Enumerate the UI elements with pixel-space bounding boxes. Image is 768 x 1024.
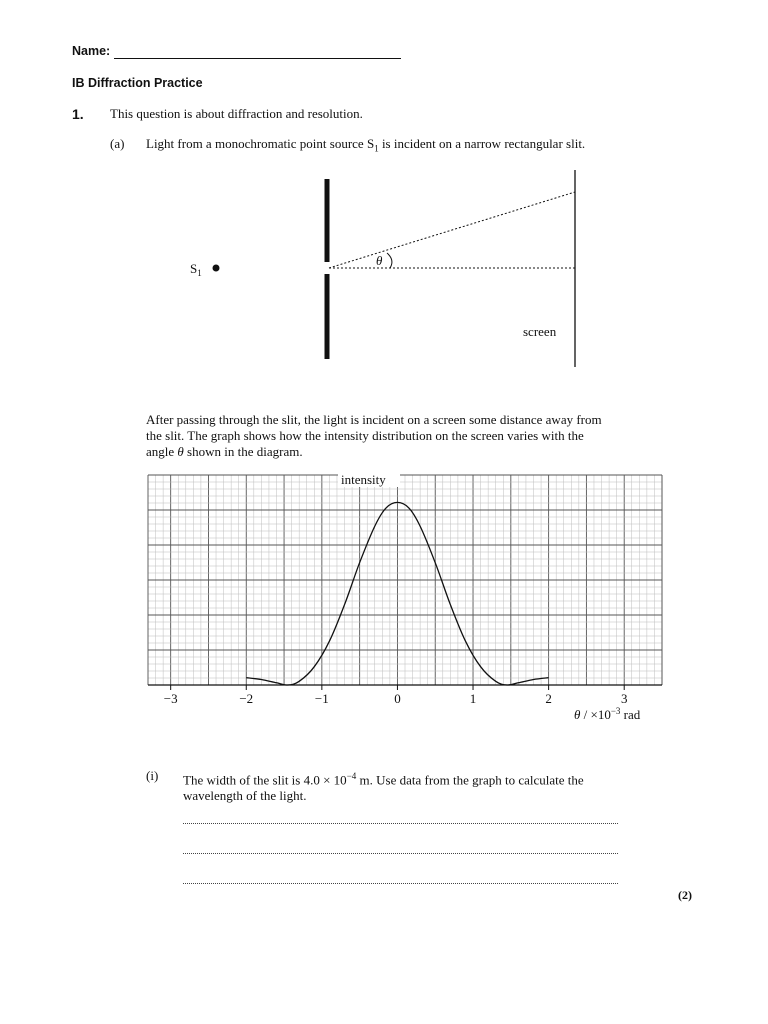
part-i-exponent: −4 (346, 771, 357, 781)
paragraph-theta: θ (177, 444, 184, 459)
x-tick-label: −2 (239, 691, 254, 706)
x-axis-label (574, 706, 641, 722)
part-a-label: (a) (110, 136, 125, 151)
answer-line-3[interactable] (183, 883, 618, 884)
part-i-line-1-before: The width of the slit is 4.0 × 10 (183, 772, 347, 788)
page-title: IB Diffraction Practice (72, 76, 203, 90)
screen-label: screen (523, 324, 557, 339)
x-tick-label: −1 (314, 691, 329, 706)
answer-line-1[interactable] (183, 823, 618, 824)
y-axis-label: intensity (341, 472, 386, 487)
question-number: 1. (72, 106, 84, 122)
part-a-text-sub: 1 (374, 143, 379, 154)
part-i-text (183, 768, 584, 804)
name-label: Name: (72, 44, 111, 58)
chart-grid (148, 475, 662, 685)
paragraph-line-3-after: shown in the diagram. (183, 444, 303, 459)
part-i-label: (i) (146, 768, 159, 783)
source-label-main: S (190, 261, 198, 276)
question-intro: This question is about diffraction and resolution. (110, 106, 363, 121)
x-tick-label: 3 (620, 691, 628, 706)
x-axis-label-unit-a: / ×10 (580, 707, 611, 722)
x-tick-label: −3 (163, 691, 178, 706)
x-axis-label-unit-b: rad (620, 707, 641, 722)
paragraph-line-1: After passing through the slit, the light is incident on a screen some distance away from (146, 412, 602, 427)
part-i-line-1 (183, 768, 584, 788)
paragraph-line-2: the slit. The graph shows how the intensity distribution on the screen varies with the (146, 428, 584, 443)
x-tick-labels (164, 685, 628, 706)
x-axis-label-exp: −3 (610, 706, 621, 716)
marks-label: (2) (678, 888, 692, 902)
part-i-line-2: wavelength of the light. (183, 788, 307, 804)
answer-line-2[interactable] (183, 853, 618, 854)
x-tick-label: 1 (469, 691, 477, 706)
theta-label: θ (376, 253, 383, 268)
x-axis-label-theta: θ (574, 707, 581, 722)
part-i-line-1-after: m. Use data from the graph to calculate the (356, 772, 584, 788)
part-a-text-before: Light from a monochromatic point source S (146, 136, 375, 151)
part-a-text-after: is incident on a narrow rectangular slit. (378, 136, 586, 151)
paragraph-line-3-before: angle (146, 444, 178, 459)
source-label-sub: 1 (197, 268, 202, 278)
x-tick-label: 2 (545, 691, 552, 706)
x-tick-label: 0 (394, 691, 401, 706)
